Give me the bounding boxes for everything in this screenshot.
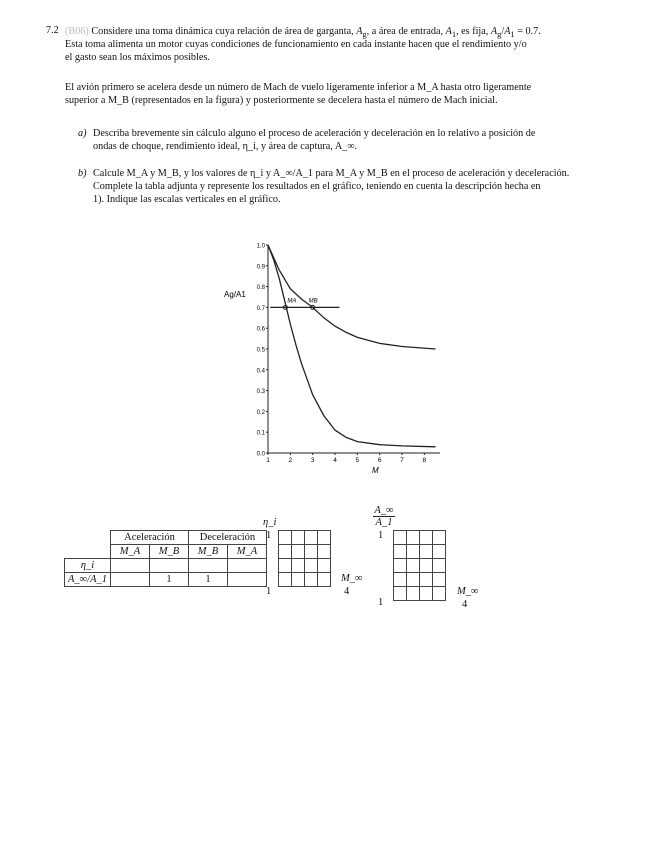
- grid-cell[interactable]: [420, 573, 433, 587]
- x-tick-label: 4: [333, 457, 337, 464]
- area-axis-label: A_∞ A_1: [374, 505, 394, 528]
- item-b-line-3: 1). Indique las escalas verticales en el gráfico.: [93, 194, 281, 205]
- x-tick-label: 3: [310, 457, 315, 464]
- cell-area-ma-dec[interactable]: [227, 573, 266, 587]
- cell-eta-ma-dec[interactable]: [227, 559, 266, 573]
- grid-cell[interactable]: [433, 587, 446, 601]
- grid-cell[interactable]: [394, 573, 407, 587]
- cell-area-mb-dec: 1: [188, 573, 227, 587]
- y-tick-label: 0.5: [256, 347, 265, 354]
- item-b-line-1: Calcule M_A y M_B, y los valores de η_i y A_∞/A_1 para M_A y M_B en el proceso de aceleración y deceleración.: [93, 168, 570, 179]
- item-a-label: a): [78, 128, 87, 139]
- grid-cell[interactable]: [407, 587, 420, 601]
- grid-cell[interactable]: [279, 573, 292, 587]
- area-plot-grid[interactable]: [393, 530, 446, 601]
- y-tick-label: 1.0: [256, 243, 265, 250]
- grid-cell[interactable]: [292, 545, 305, 559]
- row-eta-label: η_i: [65, 559, 111, 573]
- grid-cell[interactable]: [318, 573, 331, 587]
- subheader-ma-dec: M_A: [227, 545, 266, 559]
- row-area-label: A_∞/A_1: [65, 573, 111, 587]
- header-aceleracion: Aceleración: [110, 531, 188, 545]
- grid-cell[interactable]: [407, 573, 420, 587]
- chart-ylabel: Ag/A1: [224, 290, 246, 299]
- item-a-line-2: ondas de choque, rendimiento ideal, η_i, y área de captura, A_∞.: [93, 141, 358, 152]
- para2-line-1: El avión primero se acelera desde un número de Mach de vuelo ligeramente inferior a M_A hasta otro ligeramente: [65, 82, 532, 93]
- area-bottom-tick: 1: [378, 597, 384, 608]
- series-line-lower: [268, 245, 436, 447]
- grid-cell[interactable]: [305, 559, 318, 573]
- problem-number: 7.2: [46, 25, 59, 36]
- grid-cell[interactable]: [433, 531, 446, 545]
- grid-cell[interactable]: [279, 545, 292, 559]
- intro-line-1: (B06) Considere una toma dinámica cuya relación de área de garganta, $A_g$, a área de entrada, $A_1$, es fija, $A_g/A_1 = 0.7$.: [65, 26, 541, 40]
- item-b-line-2: Complete la tabla adjunta y represente los resultados en el gráfico, teniendo en cuenta la descripción hecha en: [93, 181, 541, 192]
- grid-cell[interactable]: [407, 559, 420, 573]
- grid-cell[interactable]: [318, 531, 331, 545]
- x-tick-label: 2: [288, 457, 293, 464]
- subheader-ma-acc: M_A: [110, 545, 149, 559]
- grid-cell[interactable]: [292, 573, 305, 587]
- subheader-mb-acc: M_B: [149, 545, 188, 559]
- x-tick-label: 7: [400, 457, 404, 464]
- grid-cell[interactable]: [420, 531, 433, 545]
- grid-cell[interactable]: [433, 573, 446, 587]
- chart-xlabel: M: [372, 466, 379, 475]
- problem-code: (B06): [65, 26, 89, 37]
- y-tick-label: 0.0: [256, 451, 265, 458]
- area-ratio-chart: [220, 235, 460, 475]
- eta-m-value: 4: [344, 586, 350, 597]
- x-tick-label: 8: [422, 457, 427, 464]
- marker-label: MA: [287, 298, 297, 305]
- grid-cell[interactable]: [420, 545, 433, 559]
- y-tick-label: 0.6: [256, 326, 265, 333]
- cell-eta-ma-acc[interactable]: [110, 559, 149, 573]
- y-tick-label: 0.7: [256, 305, 265, 312]
- grid-cell[interactable]: [305, 545, 318, 559]
- x-tick-label: 6: [377, 457, 382, 464]
- subheader-mb-dec: M_B: [188, 545, 227, 559]
- grid-cell[interactable]: [420, 587, 433, 601]
- y-tick-label: 0.9: [256, 264, 265, 271]
- para2-line-2: superior a M_B (representados en la figura) y posteriormente se decelera hasta el número de Mach inicial.: [65, 95, 498, 106]
- grid-cell[interactable]: [394, 587, 407, 601]
- eta-plot-grid[interactable]: [278, 530, 331, 587]
- grid-cell[interactable]: [407, 545, 420, 559]
- grid-cell[interactable]: [394, 559, 407, 573]
- x-tick-label: 1: [266, 457, 270, 464]
- item-a-line-1: Describa brevemente sin cálculo alguno el proceso de aceleración y deceleración en lo relativo a posición de: [93, 128, 536, 139]
- y-tick-label: 0.4: [256, 368, 265, 375]
- area-top-tick: 1: [378, 530, 384, 541]
- grid-cell[interactable]: [279, 531, 292, 545]
- grid-cell[interactable]: [305, 531, 318, 545]
- header-deceleracion: Deceleración: [188, 531, 266, 545]
- grid-cell[interactable]: [292, 531, 305, 545]
- results-table: [64, 530, 267, 587]
- cell-area-ma-acc[interactable]: [110, 573, 149, 587]
- y-tick-label: 0.8: [256, 285, 265, 292]
- marker-label: MB: [308, 298, 318, 305]
- y-tick-label: 0.3: [256, 389, 265, 396]
- grid-cell[interactable]: [305, 573, 318, 587]
- item-b-label: b): [78, 168, 87, 179]
- grid-cell[interactable]: [433, 559, 446, 573]
- grid-cell[interactable]: [394, 531, 407, 545]
- intro-line-2: Esta toma alimenta un motor cuyas condiciones de funcionamiento en cada instante hacen que el rendimiento y/o: [65, 39, 527, 50]
- grid-cell[interactable]: [420, 559, 433, 573]
- y-tick-label: 0.1: [256, 430, 265, 437]
- grid-cell[interactable]: [318, 545, 331, 559]
- eta-axis-label: η_i: [263, 517, 277, 528]
- area-m-value: 4: [462, 599, 468, 610]
- intro-line-3: el gasto sean los máximos posibles.: [65, 52, 210, 63]
- grid-cell[interactable]: [433, 545, 446, 559]
- eta-m-label: M_∞: [341, 573, 363, 584]
- y-tick-label: 0.2: [256, 409, 265, 416]
- grid-cell[interactable]: [292, 559, 305, 573]
- grid-cell[interactable]: [407, 531, 420, 545]
- grid-cell[interactable]: [318, 559, 331, 573]
- x-tick-label: 5: [355, 457, 360, 464]
- cell-eta-mb-acc[interactable]: [149, 559, 188, 573]
- cell-area-mb-acc: 1: [149, 573, 188, 587]
- eta-top-tick: 1: [266, 530, 272, 541]
- eta-bottom-tick: 1: [266, 586, 272, 597]
- cell-eta-mb-dec[interactable]: [188, 559, 227, 573]
- area-m-label: M_∞: [457, 586, 479, 597]
- grid-cell[interactable]: [394, 545, 407, 559]
- grid-cell[interactable]: [279, 559, 292, 573]
